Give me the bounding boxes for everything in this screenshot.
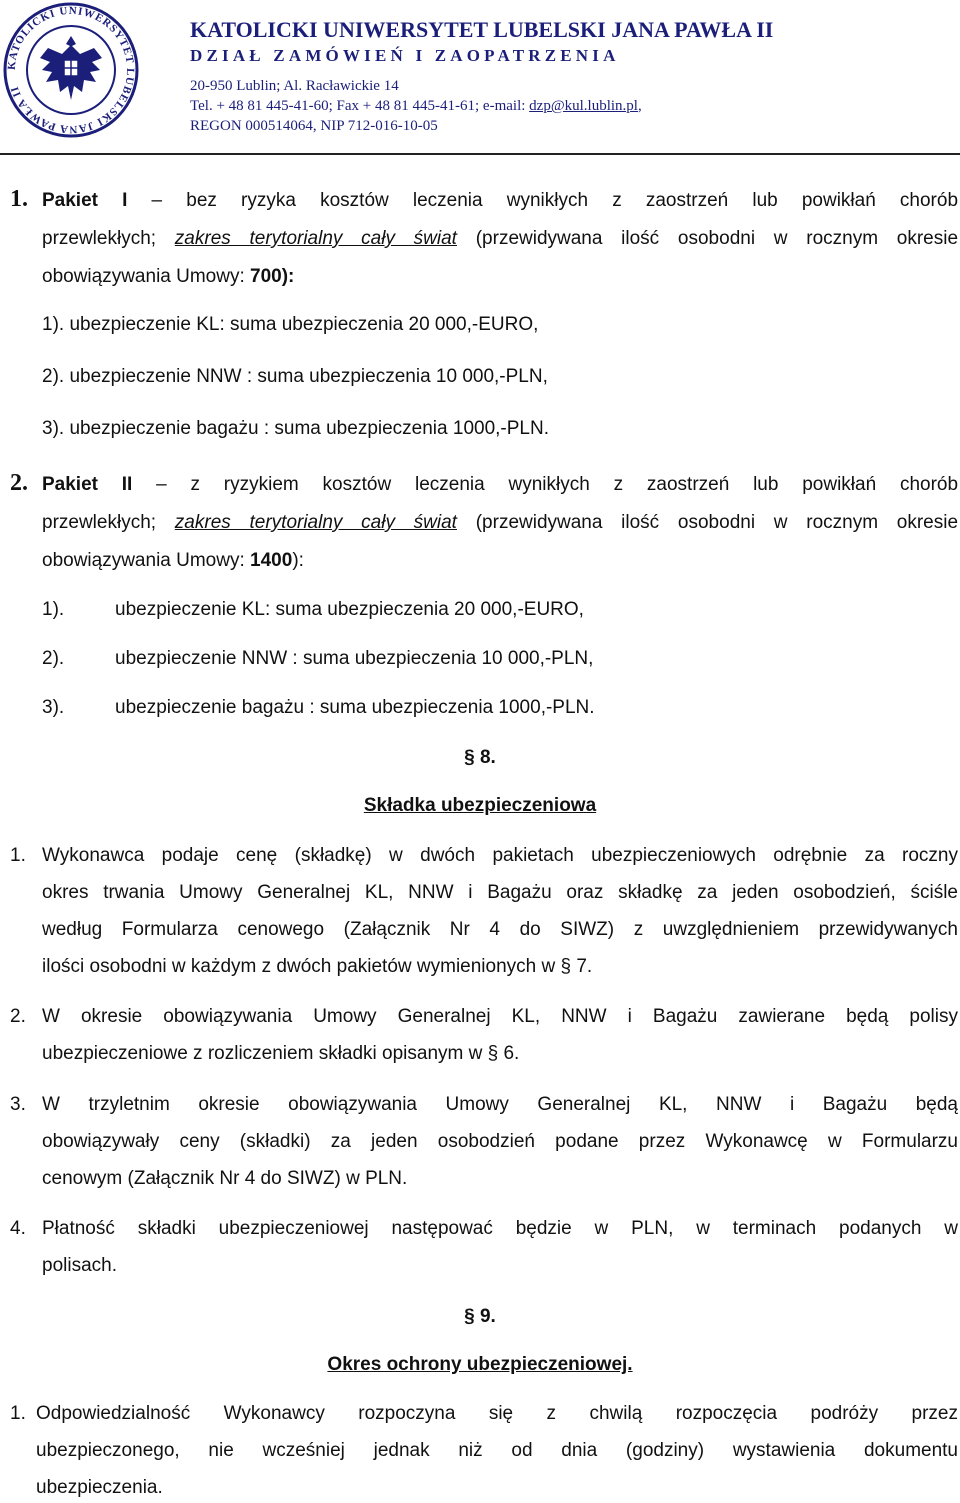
s8-point2-number: 2. (10, 1006, 26, 1027)
letterhead (190, 18, 773, 136)
section9-marker: § 9. (464, 1306, 496, 1327)
s9-point1-line1: Odpowiedzialność Wykonawcy rozpoczyna się z chwilą rozpoczęcia podróży przez (36, 1403, 958, 1424)
section8-marker: § 8. (464, 747, 496, 768)
section8-title: Składka ubezpieczeniowa (363, 795, 597, 816)
svg-text:KATOLICKI UNIWERSYTET LUBELSKI: KATOLICKI UNIWERSYTET LUBELSKI JANA PAWŁA II (5, 4, 137, 136)
package2-line3: obowiązywania Umowy: 1400): (42, 550, 304, 571)
territorial-scope: zakres terytorialny cały świat (174, 228, 457, 249)
package2-number: 2. (10, 470, 28, 496)
s8-point1-line1: Wykonawca podaje cenę (składkę) w dwóch pakietach ubezpieczeniowych odrębnie za roczny (42, 845, 958, 866)
s8-point1-number: 1. (10, 845, 26, 866)
s9-point1-line2: ubezpieczonego, nie wcześniej jednak niż od dnia (godziny) wystawienia dokumentu (36, 1440, 958, 1461)
package1-number: 1. (10, 186, 28, 212)
s8-point3-line3: cenowym (Załącznik Nr 4 do SIWZ) w PLN. (42, 1168, 408, 1189)
s8-point1-line3: według Formularza cenowego (Załącznik Nr 4 do SIWZ) z uwzględnieniem przewidywanych (42, 919, 958, 940)
s8-point1-line4: ilości osobodni w każdym z dwóch pakietów wymienionych w § 7. (42, 956, 593, 977)
regon-nip: REGON 000514064, NIP 712-016-10-05 (190, 118, 438, 134)
package1-item-2: 2). ubezpieczenie NNW : suma ubezpieczenia 10 000,-PLN, (42, 366, 548, 387)
package2-item-2: ubezpieczenie NNW : suma ubezpieczenia 10 000,-PLN, (115, 648, 594, 669)
s8-point3-number: 3. (10, 1094, 26, 1115)
address: 20-950 Lublin; Al. Racławickie 14 (190, 78, 399, 94)
package2-item-3: ubezpieczenie bagażu : suma ubezpieczenia 1000,-PLN. (115, 697, 595, 718)
s8-point3-line2: obowiązywały ceny (składki) za jeden osobodzień podane przez Wykonawcę w Formularzu (42, 1131, 958, 1152)
package1-item-3: 3). ubezpieczenie bagażu : suma ubezpieczenia 1000,-PLN. (42, 418, 549, 439)
package2-item-2-number: 2). (42, 648, 65, 669)
package1-item-1: 1). ubezpieczenie KL: suma ubezpieczenia 20 000,-EURO, (42, 314, 539, 335)
university-seal-logo (2, 0, 140, 140)
package1-line1: Pakiet I – bez ryzyka kosztów leczenia wynikłych z zaostrzeń lub powikłań chorób (42, 190, 959, 211)
package2-item-1: ubezpieczenie KL: suma ubezpieczenia 20 000,-EURO, (115, 599, 584, 620)
package1-line2: przewlekłych; zakres terytorialny cały świat (przewidywana ilość osobodni w rocznym okresie (42, 228, 959, 249)
s9-point1-line3: ubezpieczenia. (36, 1477, 163, 1498)
contact-line: Tel. + 48 81 445-41-60; Fax + 48 81 445-41-61; e-mail: dzp@kul.lublin.pl, (190, 98, 642, 114)
s8-point4-line1: Płatność składki ubezpieczeniowej następować będzie w PLN, w terminach podanych w (42, 1218, 958, 1239)
section9-title: Okres ochrony ubezpieczeniowej. (327, 1354, 633, 1375)
package2-line2: przewlekłych; zakres terytorialny cały świat (przewidywana ilość osobodni w rocznym okresie (42, 512, 959, 533)
territorial-scope: zakres terytorialny cały świat (174, 512, 457, 533)
s9-point1-number: 1. (10, 1403, 26, 1424)
package1-line3: obowiązywania Umowy: 700): (42, 266, 295, 287)
header-divider (0, 153, 960, 155)
package2-item-1-number: 1). (42, 599, 65, 620)
package2-line1: Pakiet II – z ryzykiem kosztów leczenia wynikłych z zaostrzeń lub powikłań chorób (42, 474, 959, 495)
department-name: DZIAŁ ZAMÓWIEŃ I ZAOPATRZENIA (190, 46, 620, 65)
email-link[interactable]: dzp@kul.lublin.pl (529, 98, 638, 114)
package2-item-3-number: 3). (42, 697, 65, 718)
s8-point2-line2: ubezpieczeniowe z rozliczeniem składki opisanym w § 6. (42, 1043, 520, 1064)
university-name: KATOLICKI UNIWERSYTET LUBELSKI JANA PAWŁA II (190, 17, 774, 42)
s8-point2-line1: W okresie obowiązywania Umowy Generalnej KL, NNW i Bagażu zawierane będą polisy (42, 1006, 958, 1027)
s8-point1-line2: okres trwania Umowy Generalnej KL, NNW i Bagażu oraz składkę za jeden osobodzień, ściśle (42, 882, 958, 903)
s8-point3-line1: W trzyletnim okresie obowiązywania Umowy Generalnej KL, NNW i Bagażu będą (42, 1094, 958, 1115)
s8-point4-number: 4. (10, 1218, 26, 1239)
s8-point4-line2: polisach. (42, 1255, 117, 1276)
